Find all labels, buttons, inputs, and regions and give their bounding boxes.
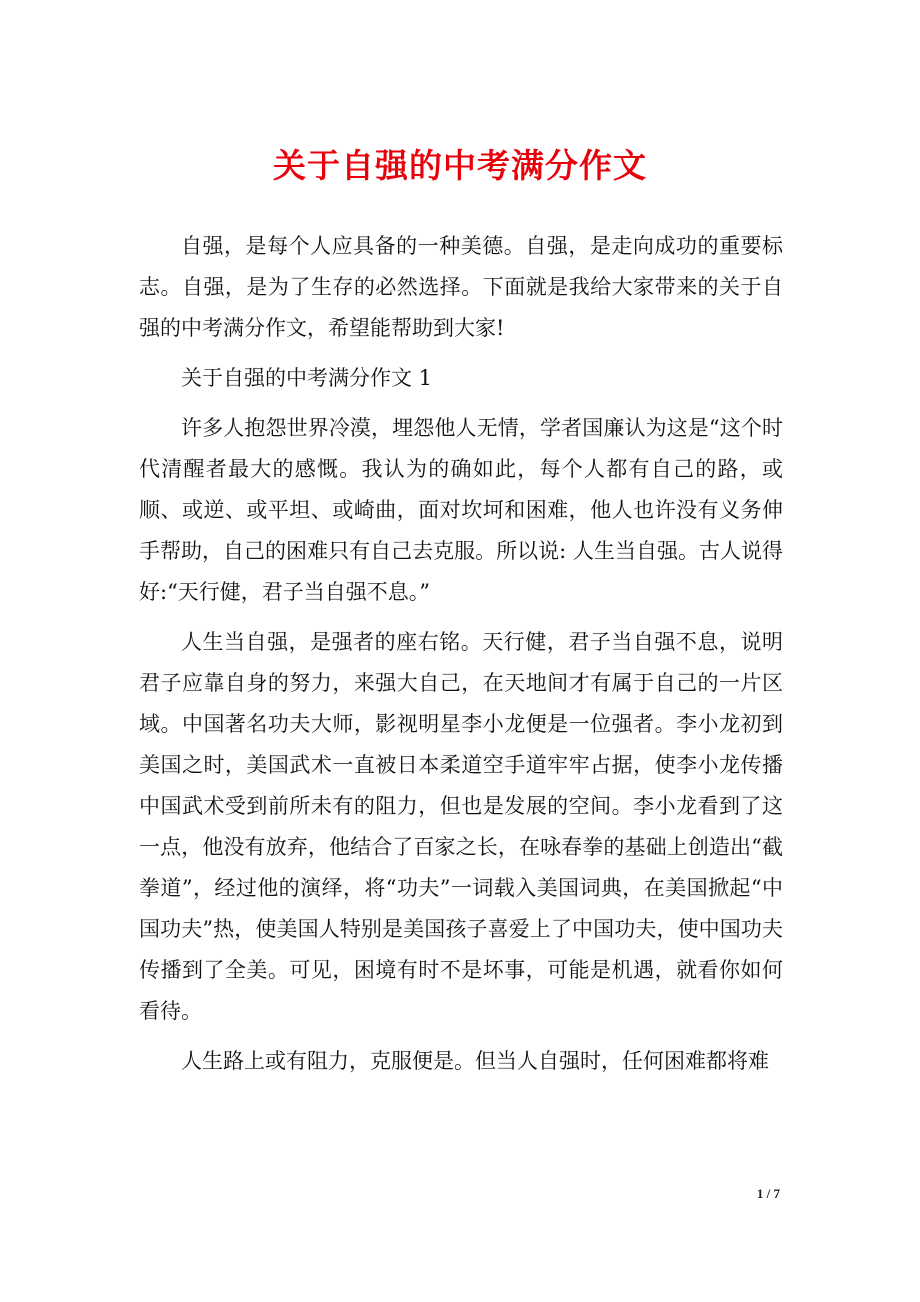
section-heading: 关于自强的中考满分作文 1 [181, 366, 433, 390]
paragraph: 许多人抱怨世界冷漠，埋怨他人无情，学者国廉认为这是“这个时代清醒者最大的感慨。我认为的确如此，每个人都有自己的路，或顺、或逆、或平坦、或崎曲，面对坎坷和困难，他人也许没有义务伸手帮助，自己的困难只有自己去克服。所以说: 人生当自强。古人说得好:“天行健，君子当自强不息。” [139, 416, 783, 604]
document-body [139, 226, 783, 1091]
page-number: 1 / 7 [756, 1186, 780, 1201]
paragraph: 人生当自强，是强者的座右铭。天行健，君子当自强不息，说明君子应靠自身的努力，来强大自己，在天地间才有属于自己的一片区域。中国著名功夫大师，影视明星李小龙便是一位强者。李小龙初到美国之时，美国武术一直被日本柔道空手道牢牢占据，使李小龙传播中国武术受到前所未有的阻力，但也是发展的空间。李小龙看到了这一点，他没有放弃，他结合了百家之长，在咏春拳的基础上创造出“截拳道”，经过他的演绎，将“功夫”一词载入美国词典，在美国掀起“中国功夫”热，使美国人特别是美国孩子喜爱上了中国功夫，使中国功夫传播到了全美。可见，困境有时不是坏事，可能是机遇，就看你如何看待。 [139, 630, 783, 1023]
document-title: 关于自强的中考满分作文 [273, 146, 647, 185]
paragraph-intro: 自强，是每个人应具备的一种美德。自强，是走向成功的重要标志。自强，是为了生存的必然选择。下面就是我给大家带来的关于自强的中考满分作文，希望能帮助到大家! [139, 234, 783, 340]
paragraph: 人生路上或有阻力，克服便是。但当人自强时，任何困难都将难 [181, 1049, 769, 1073]
